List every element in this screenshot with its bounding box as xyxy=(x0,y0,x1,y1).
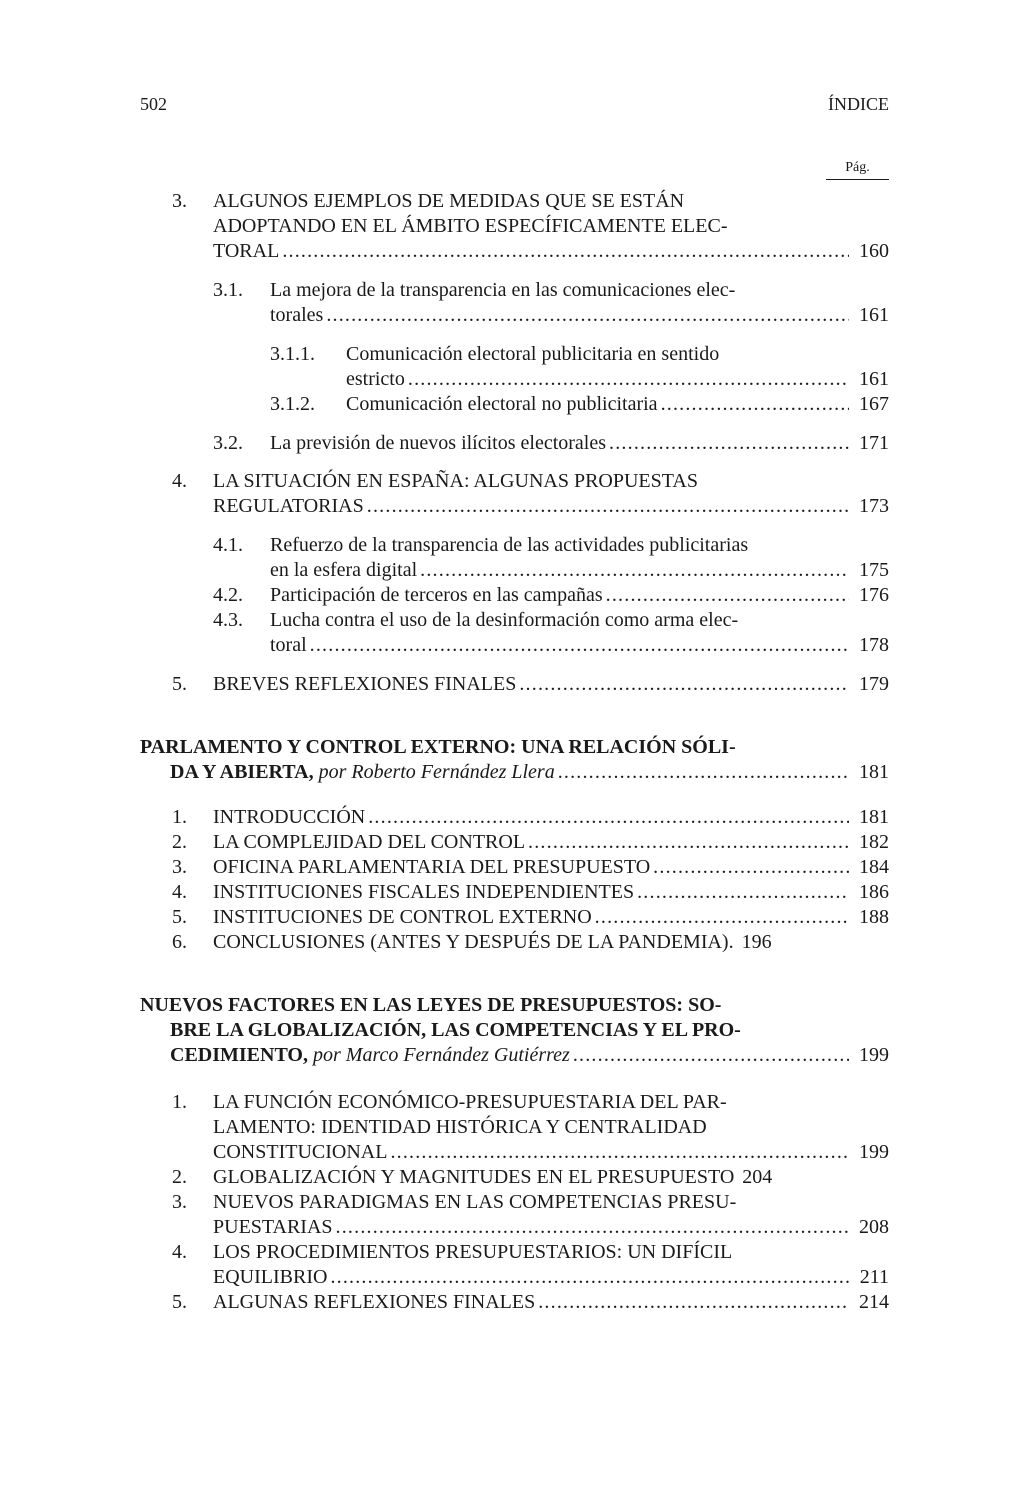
dot-leader xyxy=(609,431,849,456)
entry-title: PUESTARIAS xyxy=(213,1216,333,1238)
dot-leader xyxy=(282,239,849,264)
entry-page-number: 175 xyxy=(859,559,889,581)
entry-page-number: 204 xyxy=(742,1166,773,1188)
entry-page-number: 199 xyxy=(859,1141,889,1163)
entry-title: torales xyxy=(270,304,324,326)
chapter-title xyxy=(140,735,889,760)
toc-entry xyxy=(172,880,889,905)
toc-entry xyxy=(172,1090,889,1115)
dot-leader xyxy=(606,583,849,608)
dot-leader xyxy=(390,1140,849,1165)
page-number: 502 xyxy=(140,94,167,114)
entry-page-number: 188 xyxy=(859,906,889,928)
toc-entry-continuation xyxy=(172,1265,889,1290)
entry-title: REGULATORIAS xyxy=(213,495,364,517)
dot-leader xyxy=(538,1290,849,1315)
entry-title: GLOBALIZACIÓN Y MAGNITUDES EN EL PRESUPUESTO xyxy=(213,1166,735,1188)
entry-number: 3.1.2. xyxy=(270,393,315,415)
toc-entry xyxy=(172,1240,889,1265)
entry-title: LAMENTO: IDENTIDAD HISTÓRICA Y CENTRALIDAD xyxy=(213,1116,707,1138)
entry-title: INSTITUCIONES FISCALES INDEPENDIENTES xyxy=(213,881,635,903)
chapter-title xyxy=(140,993,889,1018)
dot-leader xyxy=(336,1215,849,1240)
entry-number: 2. xyxy=(172,831,187,853)
toc-entry xyxy=(213,608,889,633)
entry-title: Refuerzo de la transparencia de las actividades publicitarias xyxy=(270,534,749,556)
entry-page-number: 179 xyxy=(859,673,889,695)
entry-page-number: 167 xyxy=(859,393,889,415)
entry-page-number: 199 xyxy=(859,1044,889,1066)
entry-number: 4. xyxy=(172,1241,187,1263)
entry-number: 3. xyxy=(172,1191,187,1213)
dot-leader xyxy=(661,392,849,417)
toc-entry xyxy=(270,392,889,417)
entry-title: LA COMPLEJIDAD DEL CONTROL xyxy=(213,831,526,853)
entry-page-number: 176 xyxy=(859,584,889,606)
entry-title: Lucha contra el uso de la desinformación como arma elec- xyxy=(270,609,739,631)
entry-title: NUEVOS PARADIGMAS EN LAS COMPETENCIAS PRESU- xyxy=(213,1191,737,1213)
toc-entry-continuation xyxy=(213,558,889,583)
dot-leader xyxy=(326,303,849,328)
toc-entry xyxy=(172,805,889,830)
toc-entry xyxy=(172,672,889,697)
dot-leader xyxy=(519,672,849,697)
entry-title: INSTITUCIONES DE CONTROL EXTERNO xyxy=(213,906,592,928)
chapter-title-continuation xyxy=(170,1018,889,1043)
page-column-label: Pág. xyxy=(826,160,889,180)
dot-leader xyxy=(408,367,849,392)
chapter-title-text: DA Y ABIERTA, xyxy=(170,761,314,783)
entry-title: CONCLUSIONES (ANTES Y DESPUÉS DE LA PANDEMIA). xyxy=(213,931,734,953)
toc-entry xyxy=(270,342,889,367)
entry-page-number: 173 xyxy=(859,495,889,517)
entry-title: LOS PROCEDIMIENTOS PRESUPUESTARIOS: UN DIFÍCIL xyxy=(213,1241,733,1263)
entry-title: CONSTITUCIONAL xyxy=(213,1141,388,1163)
chapter-title-text: PARLAMENTO Y CONTROL EXTERNO: UNA RELACIÓN SÓLI- xyxy=(140,736,736,758)
entry-number: 3. xyxy=(172,190,187,212)
entry-number: 4.2. xyxy=(213,584,243,606)
entry-title: La previsión de nuevos ilícitos electorales xyxy=(270,432,607,454)
toc-entry xyxy=(213,533,889,558)
entry-number: 4.3. xyxy=(213,609,243,631)
entry-page-number: 211 xyxy=(859,1266,889,1288)
toc-entry xyxy=(172,830,889,855)
entry-number: 5. xyxy=(172,673,187,695)
chapter-title-text: BRE LA GLOBALIZACIÓN, LAS COMPETENCIAS Y EL PRO- xyxy=(170,1019,741,1041)
entry-page-number: 178 xyxy=(859,634,889,656)
entry-title: Participación de terceros en las campañas xyxy=(270,584,603,606)
toc-entry-continuation xyxy=(213,633,889,658)
dot-leader xyxy=(653,855,849,880)
chapter-author: por Roberto Fernández Llera xyxy=(318,761,555,783)
toc-entry-continuation xyxy=(270,367,889,392)
toc-entry xyxy=(213,583,889,608)
entry-page-number: 160 xyxy=(859,240,889,262)
entry-number: 4.1. xyxy=(213,534,243,556)
entry-title: LA FUNCIÓN ECONÓMICO-PRESUPUESTARIA DEL PAR- xyxy=(213,1091,727,1113)
dot-leader xyxy=(420,558,849,583)
entry-title: Comunicación electoral publicitaria en sentido xyxy=(346,343,720,365)
entry-number: 3. xyxy=(172,856,187,878)
entry-number: 5. xyxy=(172,906,187,928)
chapter-title-text: NUEVOS FACTORES EN LAS LEYES DE PRESUPUESTOS: SO- xyxy=(140,994,722,1016)
entry-number: 1. xyxy=(172,806,187,828)
dot-leader xyxy=(637,880,849,905)
entry-page-number: 196 xyxy=(741,931,772,953)
entry-page-number: 161 xyxy=(859,304,889,326)
toc-entry xyxy=(172,930,889,955)
toc-entry xyxy=(172,855,889,880)
entry-title: TORAL xyxy=(213,240,280,262)
toc-entry-continuation xyxy=(172,214,889,239)
toc-entry xyxy=(172,469,889,494)
toc-entry xyxy=(172,1290,889,1315)
entry-title: estricto xyxy=(346,368,405,390)
running-title: ÍNDICE xyxy=(828,94,889,114)
entry-title: ADOPTANDO EN EL ÁMBITO ESPECÍFICAMENTE ELEC- xyxy=(213,215,728,237)
toc-entry-continuation xyxy=(172,1115,889,1140)
entry-page-number: 182 xyxy=(859,831,889,853)
toc-entry xyxy=(172,189,889,214)
entry-number: 3.1. xyxy=(213,279,243,301)
chapter-title-continuation xyxy=(170,1043,889,1068)
dot-leader xyxy=(367,494,849,519)
chapter-author: por Marco Fernández Gutiérrez xyxy=(313,1044,570,1066)
dot-leader xyxy=(528,830,849,855)
entry-number: 1. xyxy=(172,1091,187,1113)
entry-title: OFICINA PARLAMENTARIA DEL PRESUPUESTO xyxy=(213,856,651,878)
toc-entry xyxy=(172,905,889,930)
toc-entry xyxy=(172,1190,889,1215)
entry-number: 5. xyxy=(172,1291,187,1313)
entry-title: toral xyxy=(270,634,307,656)
entry-title: La mejora de la transparencia en las comunicaciones elec- xyxy=(270,279,736,301)
entry-page-number: 214 xyxy=(859,1291,889,1313)
toc-entry xyxy=(213,431,889,456)
dot-leader xyxy=(595,905,849,930)
toc-entry-continuation xyxy=(172,1215,889,1240)
chapter-title-continuation xyxy=(170,760,889,785)
dot-leader xyxy=(573,1043,849,1068)
entry-title: BREVES REFLEXIONES FINALES xyxy=(213,673,517,695)
dot-leader xyxy=(558,760,849,785)
entry-title: ALGUNAS REFLEXIONES FINALES xyxy=(213,1291,536,1313)
entry-title: EQUILIBRIO xyxy=(213,1266,328,1288)
entry-page-number: 181 xyxy=(859,761,889,783)
entry-page-number: 171 xyxy=(859,432,889,454)
entry-page-number: 181 xyxy=(859,806,889,828)
toc-entry-continuation xyxy=(172,239,889,264)
entry-number: 3.2. xyxy=(213,432,243,454)
toc-entry-continuation xyxy=(172,1140,889,1165)
dot-leader xyxy=(310,633,849,658)
entry-number: 4. xyxy=(172,881,187,903)
entry-number: 2. xyxy=(172,1166,187,1188)
entry-number: 4. xyxy=(172,470,187,492)
entry-number: 3.1.1. xyxy=(270,343,315,365)
chapter-title-text: CEDIMIENTO, xyxy=(170,1044,308,1066)
toc-entry-continuation xyxy=(172,494,889,519)
entry-number: 6. xyxy=(172,931,187,953)
entry-title: Comunicación electoral no publicitaria xyxy=(346,393,658,415)
entry-title: ALGUNOS EJEMPLOS DE MEDIDAS QUE SE ESTÁN xyxy=(213,190,685,212)
entry-title: LA SITUACIÓN EN ESPAÑA: ALGUNAS PROPUESTAS xyxy=(213,470,698,492)
toc-entry xyxy=(213,278,889,303)
entry-page-number: 208 xyxy=(859,1216,889,1238)
entry-page-number: 161 xyxy=(859,368,889,390)
entry-title: en la esfera digital xyxy=(270,559,418,581)
entry-page-number: 186 xyxy=(859,881,889,903)
toc-entry xyxy=(172,1165,889,1190)
dot-leader xyxy=(330,1265,849,1290)
dot-leader xyxy=(368,805,849,830)
entry-title: INTRODUCCIÓN xyxy=(213,806,366,828)
entry-page-number: 184 xyxy=(859,856,889,878)
toc-entry-continuation xyxy=(213,303,889,328)
